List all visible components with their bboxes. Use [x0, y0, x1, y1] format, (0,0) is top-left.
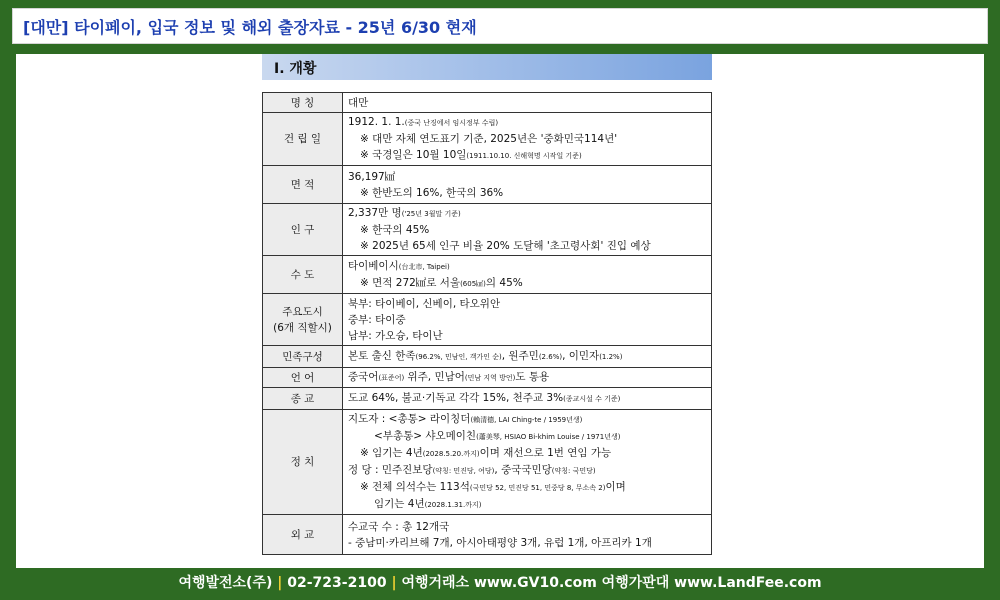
row-label: 건 립 일	[263, 113, 343, 166]
phone-number: 02-723-2100	[287, 575, 387, 591]
value-line: 2,337만 명('25년 3월말 기준)	[348, 207, 461, 219]
row-label: 인 구	[263, 204, 343, 256]
value-line: 남부: 가오슝, 타이난	[348, 329, 443, 342]
value-line: ※ 한국의 45%	[360, 224, 430, 236]
value-line: ※ 국경일은 10월 10일(1911.10.10. 신해혁명 시작일 기준)	[360, 149, 582, 161]
footer-link-2[interactable]: www.LandFee.com	[674, 575, 822, 591]
value-line: ※ 임기는 4년(2028.5.20.까지)이며 재선으로 1번 연임 가능	[360, 447, 612, 459]
row-value: 대만	[343, 93, 712, 113]
footer-link-1[interactable]: www.GV10.com	[473, 575, 597, 591]
section-heading-bar	[262, 54, 712, 80]
value-line: 지도자 : <총통> 라이칭더(賴清德, LAI Ching-te / 1959년생)	[348, 413, 583, 425]
row-label: 수 도	[263, 256, 343, 294]
row-value	[343, 204, 712, 256]
value-line: 임기는 4년(2028.1.31.까지)	[374, 498, 482, 510]
row-value	[343, 410, 712, 515]
separator: |	[277, 575, 288, 591]
row-value: 도교 64%, 불교·기독교 각각 15%, 천주교 3%(종교시설 수 기준)	[343, 388, 712, 410]
value-line: ※ 대만 자체 연도표기 기준, 2025년은 '중화민국114년'	[360, 133, 618, 145]
value-line: ※ 면적 272㎢로 서울(605㎢)의 45%	[360, 276, 523, 289]
row-name	[263, 93, 712, 113]
value-line: - 중남미·카리브해 7개, 아시아태평양 3개, 유럽 1개, 아프리카 1개	[348, 536, 652, 549]
value-line: ※ 전체 의석수는 113석(국민당 52, 민진당 51, 민중당 8, 무소속 2)이며	[360, 481, 626, 493]
page-title: [대만] 타이페이, 입국 정보 및 해외 출장자료 - 25년 6/30 현재	[23, 18, 477, 37]
row-language	[263, 368, 712, 388]
footer-label-2: 여행가판대	[601, 575, 670, 591]
row-label: 명 칭	[263, 93, 343, 113]
row-cities	[263, 294, 712, 346]
separator: |	[391, 575, 402, 591]
value-line: 북부: 타이베이, 신베이, 타오위안	[348, 297, 501, 310]
value-line: 36,197㎢	[348, 170, 396, 183]
value-line: <부총통> 샤오메이친(蕭美琴, HSIAO Bi-khim Louise / 1971년생)	[374, 430, 621, 442]
row-population	[263, 204, 712, 256]
row-label: 종 교	[263, 388, 343, 410]
row-label: 면 적	[263, 166, 343, 204]
value-line: 1912. 1. 1.(중국 난징에서 임시정부 수립)	[348, 116, 499, 128]
row-value	[343, 166, 712, 204]
row-value: 중국어(표준어) 위주, 민남어(민남 지역 방언)도 통용	[343, 368, 712, 388]
value-line: 정 당 : 민주진보당(약칭: 민진당, 여당), 중국국민당(약칭: 국민당)	[348, 464, 596, 476]
row-label: 외 교	[263, 515, 343, 555]
value-line: 중부: 타이중	[348, 313, 406, 326]
row-label: 주요도시 (6개 직할시)	[263, 294, 343, 346]
footer-label-1: 여행거래소	[401, 575, 470, 591]
row-label: 민족구성	[263, 346, 343, 368]
row-politics	[263, 410, 712, 515]
overview-table	[262, 92, 712, 555]
section-heading: Ⅰ. 개황	[274, 61, 317, 77]
footer-bar	[0, 572, 1000, 594]
row-value	[343, 113, 712, 166]
row-capital	[263, 256, 712, 294]
value-line: 수교국 수 : 총 12개국	[348, 520, 450, 533]
row-diplomacy	[263, 515, 712, 555]
value-line: ※ 2025년 65세 인구 비율 20% 도달해 '초고령사회' 진입 예상	[360, 240, 651, 252]
value-line: ※ 한반도의 16%, 한국의 36%	[360, 186, 504, 199]
row-value	[343, 256, 712, 294]
row-founding	[263, 113, 712, 166]
row-ethnic	[263, 346, 712, 368]
row-value: 본토 출신 한족(96.2%, 민남인, 객가인 순), 원주민(2.6%), 이민자(1.2%)	[343, 346, 712, 368]
company-name: 여행발전소(주)	[178, 575, 273, 591]
row-value	[343, 294, 712, 346]
row-value	[343, 515, 712, 555]
document-body	[16, 54, 984, 568]
row-religion	[263, 388, 712, 410]
row-label: 정 치	[263, 410, 343, 515]
title-bar	[12, 8, 988, 44]
row-label: 언 어	[263, 368, 343, 388]
value-line: 타이베이시(台北市, Taipei)	[348, 259, 450, 272]
row-area	[263, 166, 712, 204]
